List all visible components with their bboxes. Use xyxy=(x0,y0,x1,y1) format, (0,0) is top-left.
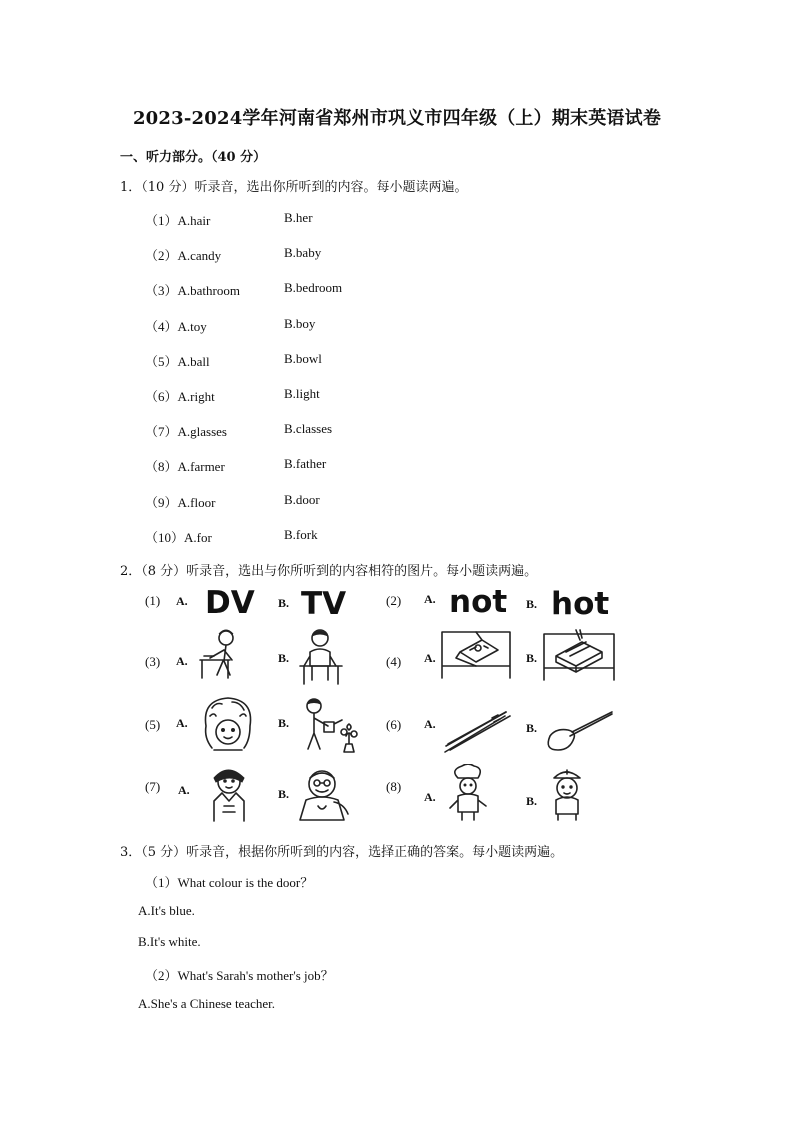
q2-item-number-8: (8) xyxy=(386,779,402,794)
section-heading-listening: 一、听力部分。（40 分） xyxy=(120,150,267,165)
q2-item-number-2: (2) xyxy=(386,593,402,608)
q2-item-number-3: (3) xyxy=(145,654,161,669)
option-b-label: B. xyxy=(526,721,538,735)
question-1-stem: 1．（10 分）听录音，选出你所听到的内容。每小题读两遍。 xyxy=(120,180,468,195)
page-title: 2023-2024学年河南省郑州市巩义市四年级（上）期末英语试卷 xyxy=(132,108,662,129)
option-b-label: B. xyxy=(526,651,538,665)
word-hot: hot xyxy=(551,586,610,622)
girl-with-long-hair-picture xyxy=(196,696,258,754)
option-b-label: B. xyxy=(278,716,290,730)
q2-item-number-1: (1) xyxy=(145,593,161,608)
open-box-on-table-picture xyxy=(440,626,512,680)
option-a-label: A. xyxy=(424,592,436,606)
boy-watering-flowers-picture xyxy=(294,696,358,754)
q1-option-b: B.her xyxy=(284,210,313,225)
question-3-sub-2-option-a: A.She's a Chinese teacher. xyxy=(138,996,275,1011)
q1-option-a: （3）A.bathroom xyxy=(145,283,240,299)
q1-option-a: （4）A.toy xyxy=(145,318,207,334)
q2-item-number-4: (4) xyxy=(386,654,402,669)
q1-option-b: B.father xyxy=(284,456,327,472)
q1-option-b: B.bowl xyxy=(284,350,322,366)
question-3-stem: 3．（5 分）听录音，根据你所听到的内容，选择正确的答案。每小题读两遍。 xyxy=(120,845,564,860)
closed-box-on-table-picture xyxy=(542,626,616,682)
q1-option-a: （8）A.farmer xyxy=(145,459,225,475)
q1-option-a: （2）A.candy xyxy=(145,248,222,264)
q1-option-a: （10）A.for xyxy=(145,529,212,545)
question-3-sub-2: （2）What's Sarah's mother's job？ xyxy=(145,968,334,983)
question-3-sub-1-option-a: A.It's blue. xyxy=(138,903,195,918)
word-dv: DV xyxy=(205,585,255,621)
q2-item-number-7: (7) xyxy=(145,779,161,794)
q2-item-number-5: (5) xyxy=(145,717,161,732)
option-b-label: B. xyxy=(278,651,290,665)
q1-option-b: B.door xyxy=(284,491,320,507)
girl-cleaning-desk-picture xyxy=(194,626,252,684)
q1-option-a: （5）A.ball xyxy=(145,353,210,369)
q1-option-a: （1）A.hair xyxy=(145,213,211,228)
q1-option-a: （9）A.floor xyxy=(145,494,216,510)
boy-sitting-at-desk-picture xyxy=(296,626,346,686)
option-a-label: A. xyxy=(178,783,190,797)
word-not: not xyxy=(449,584,508,620)
option-a-label: A. xyxy=(424,651,436,665)
option-a-label: A. xyxy=(176,594,188,608)
option-b-label: B. xyxy=(526,794,538,808)
q1-option-b: B.classes xyxy=(284,421,333,437)
q1-option-b: B.boy xyxy=(284,315,316,331)
woman-portrait-picture xyxy=(204,764,254,822)
old-man-portrait-picture xyxy=(296,766,354,822)
q1-option-a: （7）A.glasses xyxy=(145,424,227,440)
q2-item-number-6: (6) xyxy=(386,717,402,732)
spoon-picture xyxy=(544,706,616,752)
option-a-label: A. xyxy=(424,790,436,804)
option-b-label: B. xyxy=(526,597,538,611)
option-a-label: A. xyxy=(176,716,188,730)
question-3-sub-1: （1）What colour is the door？ xyxy=(145,875,314,890)
option-b-label: B. xyxy=(278,787,290,801)
chopsticks-picture xyxy=(442,706,512,754)
q1-option-b: B.bedroom xyxy=(284,280,343,296)
question-2-stem: 2．（8 分）听录音，选出与你所听到的内容相符的图片。每小题读两遍。 xyxy=(120,564,538,579)
q1-option-b: B.light xyxy=(284,386,320,401)
option-a-label: A. xyxy=(424,717,436,731)
cook-picture xyxy=(440,764,496,822)
option-a-label: A. xyxy=(176,654,188,668)
q1-option-a: （6）A.right xyxy=(145,389,215,404)
q1-option-b: B.fork xyxy=(284,526,318,542)
word-tv: TV xyxy=(301,586,347,622)
option-b-label: B. xyxy=(278,596,290,610)
question-3-sub-1-option-b: B.It's white. xyxy=(138,934,201,949)
nurse-picture xyxy=(544,766,590,822)
q1-option-b: B.baby xyxy=(284,245,322,261)
